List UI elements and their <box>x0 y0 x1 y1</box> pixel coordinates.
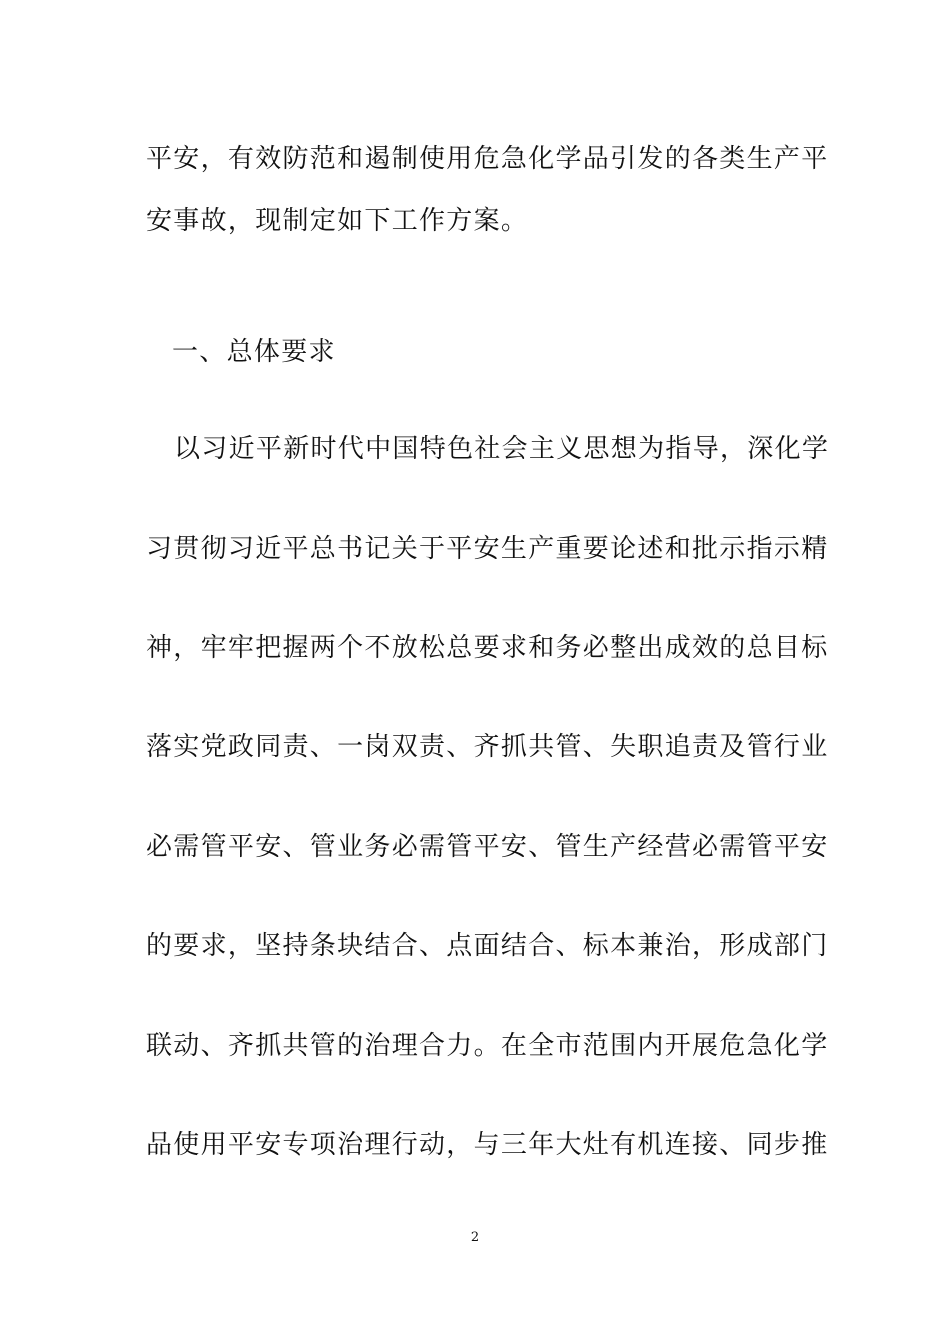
paragraph-line: 必需管平安、管业务必需管平安、管生产经营必需管平安 <box>146 832 829 862</box>
paragraph-line: 品使用平安专项治理行动，与三年大灶有机连接、同步推 <box>146 1130 829 1160</box>
paragraph-line: 以习近平新时代中国特色社会主义思想为指导，深化学 <box>174 434 830 464</box>
paragraph-line: 落实党政同责、一岗双责、齐抓共管、失职追责及管行业 <box>146 732 829 762</box>
paragraph-line: 安事故，现制定如下工作方案。 <box>146 206 529 236</box>
paragraph-line: 神，牢牢把握两个不放松总要求和务必整出成效的总目标 <box>146 633 829 663</box>
paragraph-line: 平安，有效防范和遏制使用危急化学品引发的各类生产平 <box>146 144 829 174</box>
page-number: 2 <box>470 1230 480 1245</box>
section-heading: 一、总体要求 <box>172 337 336 367</box>
paragraph-line: 习贯彻习近平总书记关于平安生产重要论述和批示指示精 <box>146 534 829 564</box>
paragraph-line: 联动、齐抓共管的治理合力。在全市范围内开展危急化学 <box>146 1031 829 1061</box>
paragraph-line: 的要求，坚持条块结合、点面结合、标本兼治，形成部门 <box>146 931 829 961</box>
